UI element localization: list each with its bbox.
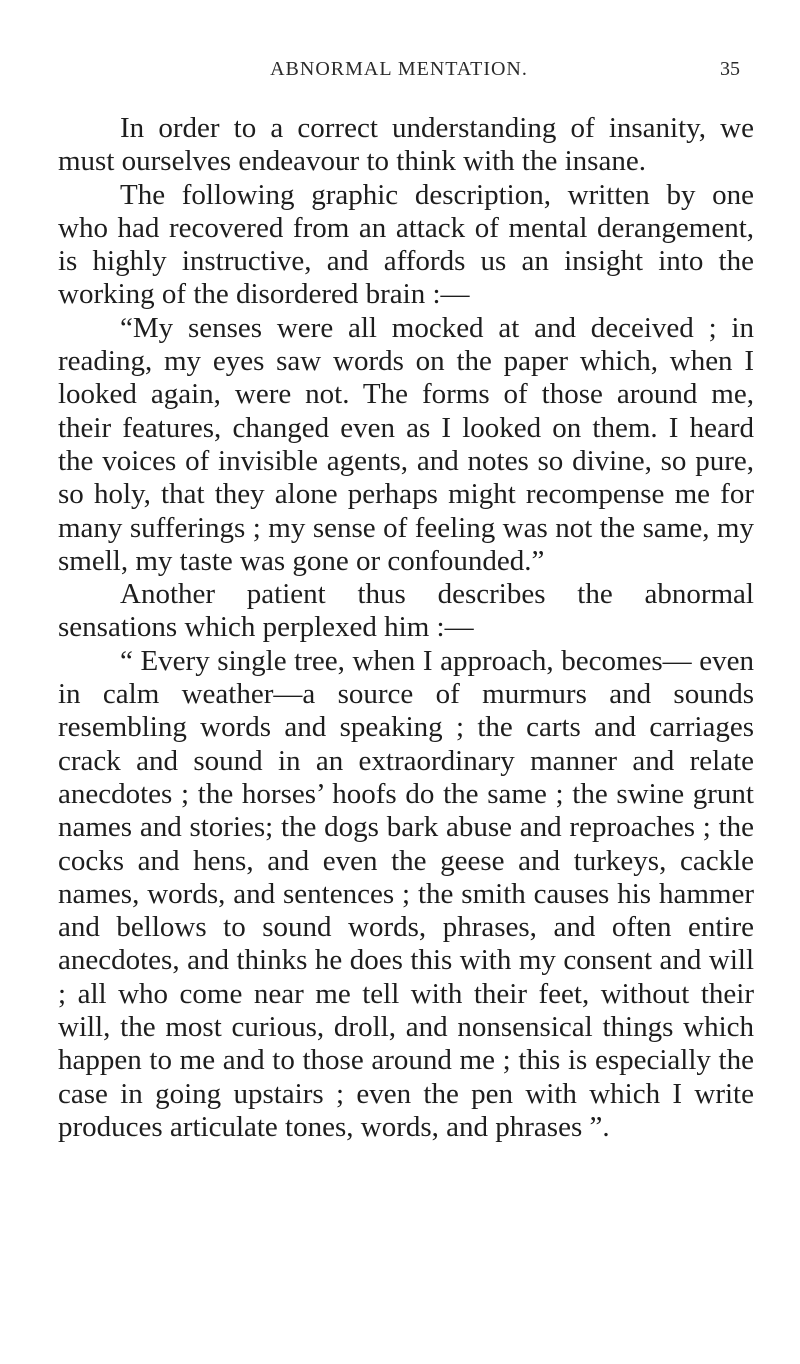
paragraph-intro: In order to a correct understanding of insanity, we must ourselves endeavour to think with the insane. [58, 112, 754, 178]
paragraph-another-patient: Another patient thus describes the abnormal sensations which perplexed him :— [58, 578, 754, 644]
running-header [58, 58, 740, 88]
paragraph-first-quote: “My senses were all mocked at and deceived ; in reading, my eyes saw words on the paper which, when I looked again, were not. The forms of those around me, their features, changed even as I looked on them. I heard the voices of invisible agents, and notes so divine, so pure, so holy, that they alone perhaps might recompense me for many sufferings ; my sense of feeling was not the same, my smell, my taste was gone or confounded.” [58, 311, 754, 577]
body-text [58, 112, 754, 1144]
page-number: 35 [720, 58, 740, 80]
running-title: ABNORMAL MENTATION. [270, 58, 528, 80]
paragraph-graphic-description: The following graphic description, written by one who had recovered from an attack of mental derangement, is highly instructive, and affords us an insight into the working of the disordered brain :— [58, 178, 754, 311]
paragraph-second-quote: “ Every single tree, when I approach, becomes— even in calm weather—a source of murmurs and sounds resembling words and speaking ; the carts and carriages crack and sound in an extraordinary manner and relate anecdotes ; the horses’ hoofs do the same ; the swine grunt names and stories; the dogs bark abuse and reproaches ; the cocks and hens, and even the geese and turkeys, cackle names, words, and sentences ; the smith causes his hammer and bellows to sound words, phrases, and often entire anecdotes, and thinks he does this with my consent and will ; all who come near me tell with their feet, without their will, the most curious, droll, and nonsensical things which happen to me and to those around me ; this is especially the case in going upstairs ; even the pen with which I write produces articulate tones, words, and phrases ”. [58, 644, 754, 1143]
